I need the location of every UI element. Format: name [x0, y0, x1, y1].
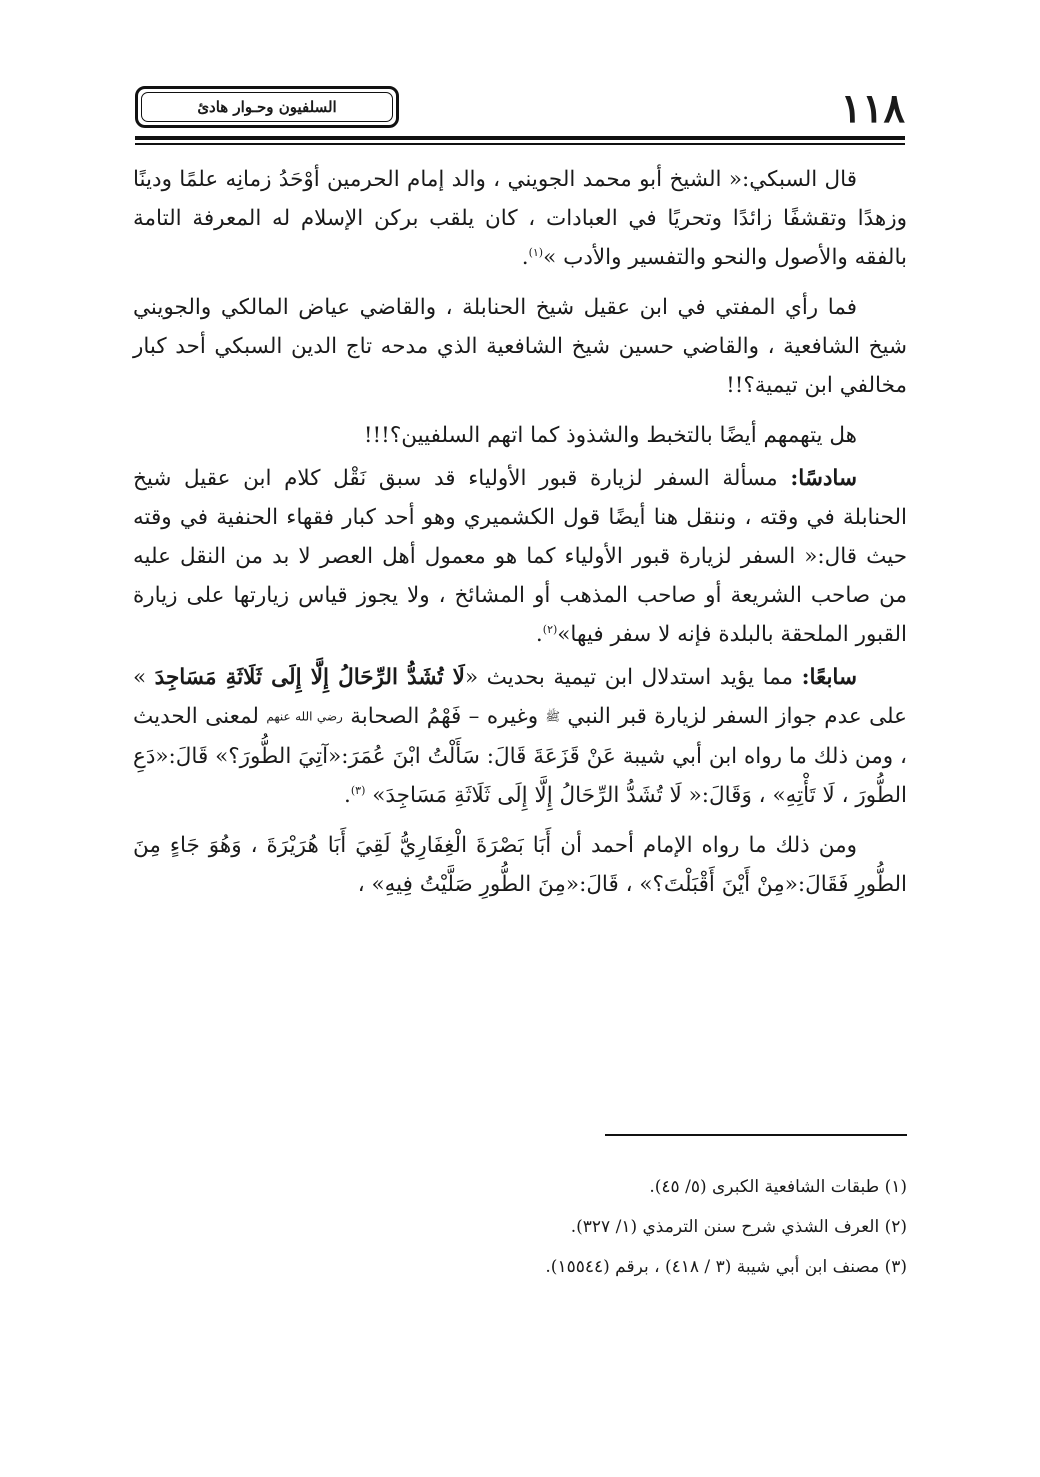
- footnote-2: (٢) العرف الشذي شرح سنن الترمذي (١/ ٣٢٧).: [570, 1217, 907, 1237]
- footnote-ref-3[interactable]: (٣): [350, 783, 366, 797]
- header-rule-thick: [135, 136, 905, 140]
- paragraph-seventh: سابعًا: مما يؤيد استدلال ابن تيمية بحديث «لَا تُشَدُّ الرِّحَالُ إِلَّا إِلَى ثَلَاثَةِ مَسَاجِدَ » على عدم جواز السفر لزيارة قبر النبي ﷺ وغيره – فَهْمُ الصحابة رضي الله عنهم لمعنى الحديث ، ومن ذلك ما رواه ابن أبي شيبة عَنْ قَزَعَةَ قَالَ: سَأَلْتُ ابْنَ عُمَرَ:«آتِيَ الطُّورَ؟» قَالَ:«دَعِ الطُّورَ ، لَا تَأْتِهِ» ، وَقَالَ:« لَا تُشَدُّ الرِّحَالُ إِلَّا إِلَى ثَلَاثَةِ مَسَاجِدَ» $^{(٣)}$.: [133, 665, 907, 808]
- paragraph-subki-quote: قال السبكي:« الشيخ أبو محمد الجويني ، والد إمام الحرمين أوْحَدُ زمانِه علمًا ودينًا وزهدًا وتقشفًا زائدًا وتحريًا في العبادات ، كان يلقب بركن الإسلام له المعرفة التامة بالفقه والأصول والنحو والتفسير والأدب »$^{(١)}$.: [133, 167, 907, 270]
- footnote-separator: [605, 1134, 907, 1136]
- paragraph-question-scholars: فما رأي المفتي في ابن عقيل شيخ الحنابلة ، والقاضي عياض المالكي والجويني شيخ الشافعية ، والقاضي حسين شيخ الشافعية الذي مدحه تاج الدين السبكي أحد كبار مخالفي ابن تيمية؟!!: [133, 295, 907, 398]
- page-header: [135, 86, 905, 148]
- paragraph-accusation-question: هل يتهمهم أيضًا بالتخبط والشذوذ كما اتهم السلفيين؟!!!: [363, 423, 857, 448]
- point-label-seventh: سابعًا:: [801, 665, 857, 690]
- footnote-3: (٣) مصنف ابن أبي شيبة (٣ / ٤١٨) ، برقم (١٥٥٤٤).: [545, 1257, 907, 1277]
- honorific-companions: رضي الله عنهم: [266, 709, 343, 724]
- paragraph-sixth: سادسًا: مسألة السفر لزيارة قبور الأولياء قد سبق نَقْل كلام ابن عقيل شيخ الحنابلة في وقته ، وننقل هنا أيضًا قول الكشميري وهو أحد كبار فقهاء الحنفية في وقته حيث قال:« السفر لزيارة قبور الأولياء كما هو معمول أهل العصر لا بد من النقل عليه من صاحب الشريعة أو صاحب المذهب أو المشائخ ، ولا يجوز قياس زيارتها على زيارة القبور الملحقة بالبلدة فإنه لا سفر فيها»$^{(٢)}$.: [133, 466, 907, 647]
- header-rule-thin: [135, 143, 905, 145]
- main-text: [133, 160, 907, 915]
- hadith-text: لَا تُشَدُّ الرِّحَالُ إِلَّا إِلَى ثَلَاثَةِ مَسَاجِدَ: [154, 665, 465, 690]
- honorific-prophet: ﷺ: [545, 709, 560, 724]
- footnote-ref-1[interactable]: (١): [528, 245, 544, 259]
- footnote-ref-2[interactable]: (٢): [542, 622, 558, 636]
- footnote-1: (١) طبقات الشافعية الكبرى (٥/ ٤٥).: [649, 1177, 907, 1197]
- running-title: السلفيون وحـوار هادئ: [141, 92, 393, 122]
- footnotes: [133, 1170, 907, 1290]
- paragraph-ahmad-narration: ومن ذلك ما رواه الإمام أحمد أن أَبَا بَصْرَةَ الْغِفَارِيُّ لَقِيَ أَبَا هُرَيْرَةَ ، وَهُوَ جَاءٍ مِنَ الطُّورِ فَقَالَ:«مِنْ أَيْنَ أَقْبَلْتَ؟» ، قَالَ:«مِنَ الطُّورِ صَلَّيْتُ فِيهِ» ،: [133, 832, 907, 897]
- running-title-frame: [135, 86, 399, 128]
- page-number: ١١٨: [840, 85, 905, 132]
- point-label-sixth: سادسًا:: [790, 466, 857, 491]
